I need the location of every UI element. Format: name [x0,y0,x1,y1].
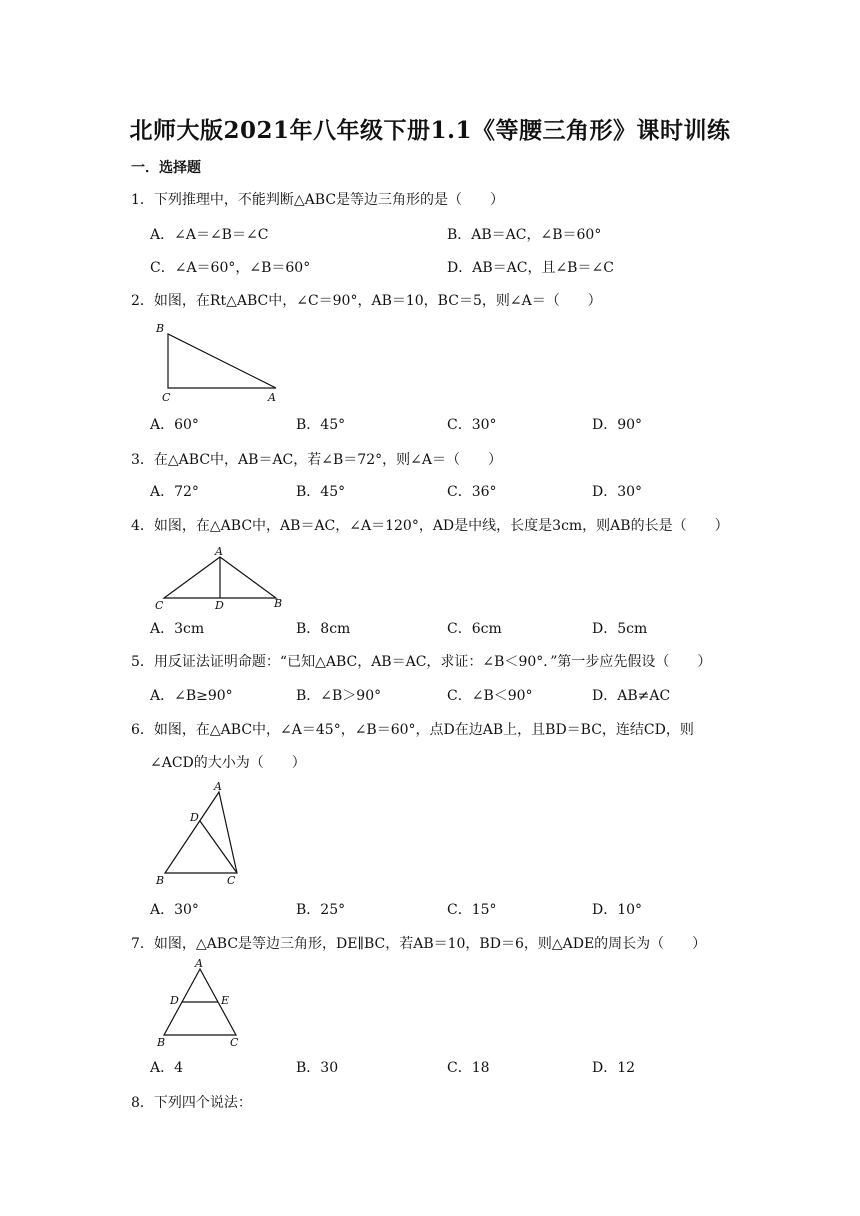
question-6-option-c: C．15° [447,902,497,918]
vertex-label-b: B [156,874,165,887]
question-7-option-c: C．18 [447,1060,490,1076]
page-title: 北师大版2021年八年级下册1.1《等腰三角形》课时训练 [129,117,731,144]
vertex-label-c: C [155,599,164,612]
question-5-option-b: B．∠B＞90° [296,688,382,704]
point-label-e: E [221,994,230,1007]
section-heading: 一．选择题 [131,160,201,176]
question-6-option-d: D．10° [592,902,643,918]
question-7-stem: 7．如图，△ABC是等边三角形，DE∥BC，若AB＝10，BD＝6，则△ADE的周长为（ ） [131,936,707,952]
question-2-option-a: A．60° [150,417,199,433]
question-7-option-b: B．30 [296,1060,339,1076]
question-6-stem-cont: ∠ACD的大小为（ ） [150,755,306,771]
question-1-option-a: A．∠A＝∠B＝∠C [150,227,269,243]
question-5-option-a: A．∠B≥90° [150,688,233,704]
question-2-option-c: C．30° [447,417,497,433]
vertex-label-a: A [214,780,222,793]
vertex-label-c: C [230,1036,239,1049]
question-4-figure [150,543,295,615]
question-3-option-d: D．30° [592,484,643,500]
question-4-option-a: A．3cm [150,621,205,637]
question-4-stem: 4．如图，在△ABC中，AB＝AC，∠A＝120°，AD是中线，长度是3cm，则AB的长是（ ） [131,518,729,534]
question-4-option-b: B．8cm [296,621,351,637]
question-1-option-d: D．AB＝AC，且∠B＝∠C [447,260,614,276]
question-3-option-c: C．36° [447,484,497,500]
triangle-abc-shape [165,792,237,873]
right-triangle-shape [168,334,276,388]
question-6-option-a: A．30° [150,902,199,918]
question-1-option-c: C．∠A＝60°，∠B＝60° [150,260,311,276]
question-2-stem: 2．如图，在Rt△ABC中，∠C＝90°，AB＝10，BC＝5，则∠A＝（ ） [131,293,602,309]
question-7-figure [150,958,250,1048]
vertex-label-a: A [215,545,223,558]
point-label-d: D [170,994,179,1007]
question-3-option-a: A．72° [150,484,199,500]
question-1-option-b: B．AB＝AC，∠B＝60° [447,227,602,243]
question-6-option-b: B．25° [296,902,346,918]
question-5-option-c: C．∠B＜90° [447,688,533,704]
vertex-label-b: B [157,1036,166,1049]
vertex-label-c: C [227,874,236,887]
question-5-stem: 5．用反证法证明命题：“已知△ABC，AB＝AC，求证：∠B＜90°．”第一步应先假设（ ） [131,654,712,670]
question-6-figure [150,782,250,888]
vertex-label-b: B [156,322,165,335]
point-label-d: D [190,811,199,824]
question-2-option-d: D．90° [592,417,643,433]
point-label-d: D [215,599,224,612]
vertex-label-a: A [268,391,276,404]
question-2-figure [150,320,290,405]
question-3-option-b: B．45° [296,484,346,500]
question-1-stem: 1．下列推理中，不能判断△ABC是等边三角形的是（ ） [131,192,505,208]
question-5-option-d: D．AB≠AC [592,688,671,704]
question-8-stem: 8．下列四个说法： [131,1095,252,1111]
vertex-label-c: C [162,391,171,404]
question-4-option-d: D．5cm [592,621,648,637]
question-4-option-c: C．6cm [447,621,502,637]
question-2-option-b: B．45° [296,417,346,433]
question-3-stem: 3．在△ABC中，AB＝AC，若∠B＝72°，则∠A＝（ ） [131,452,502,468]
vertex-label-b: B [274,597,283,610]
question-6-stem: 6．如图，在△ABC中，∠A＝45°，∠B＝60°，点D在边AB上，且BD＝BC，连结CD，则 [131,722,694,738]
question-7-option-a: A．4 [150,1060,184,1076]
question-7-option-d: D．12 [592,1060,636,1076]
vertex-label-a: A [195,957,203,970]
